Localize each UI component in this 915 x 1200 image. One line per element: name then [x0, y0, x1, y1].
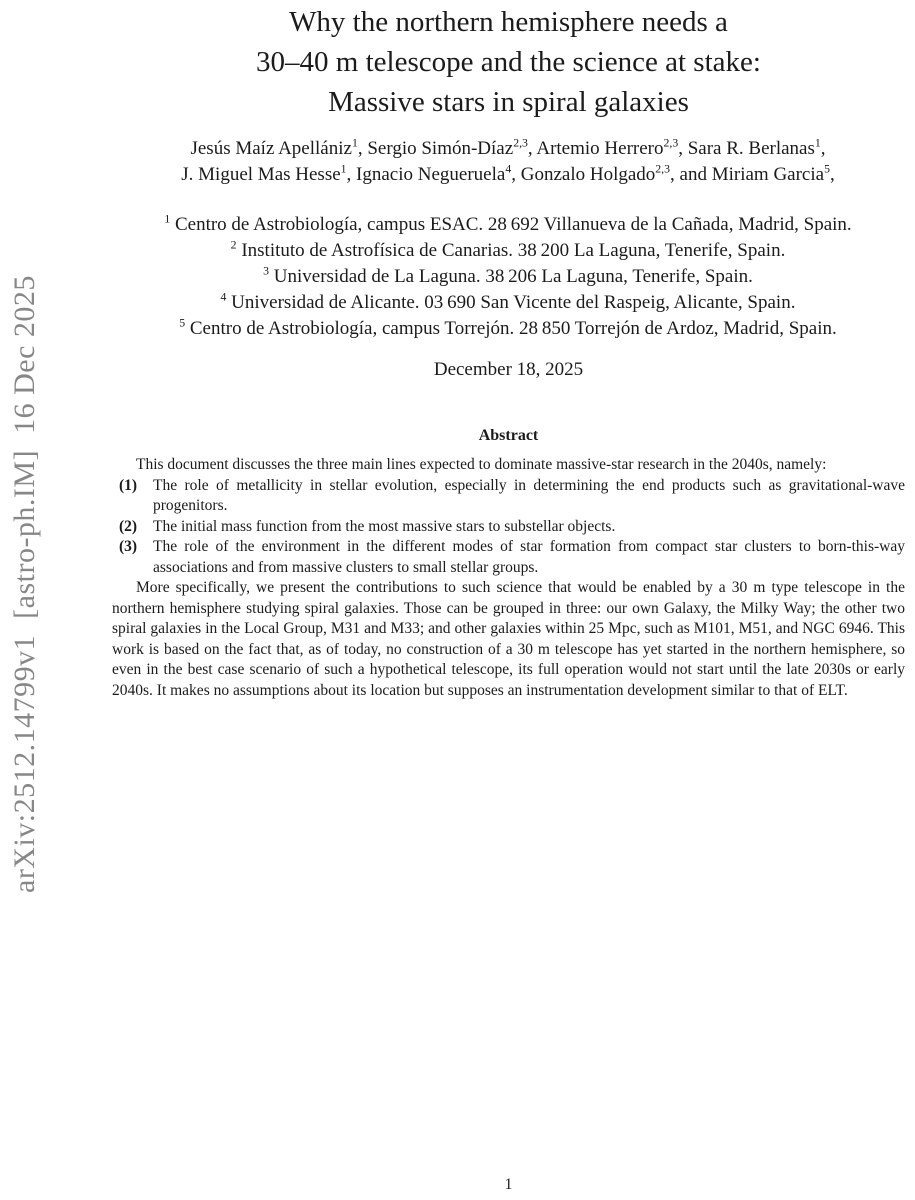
- affiliation-5: [98, 316, 915, 342]
- abstract-list-item-3: [112, 537, 905, 578]
- abstract-body: [112, 455, 905, 701]
- affiliation-number: 5: [179, 316, 186, 330]
- affiliation-number: 2: [230, 238, 237, 252]
- author-name: Sara R. Berlanas$^1$,: [687, 136, 826, 159]
- title-line-1: Why the northern hemisphere needs a: [289, 6, 728, 38]
- affiliation-number: 1: [164, 212, 171, 226]
- abstract-outro: More specifically, we present the contributions to such science that would be enabled by a 30 m type telescope in the northern hemisphere studying spiral galaxies. Those can be grouped in three: our own Galaxy, the Milky Way; the other two spiral galaxies in the Local Group, M31 and M33; and other galaxies within 25 Mpc, such as M101, M51, and NGC 6946. This work is based on the fact that, as of today, no construction of a 30 m telescope has yet started in the northern hemisphere, so even in the best case scenario of such a hypothetical telescope, its full operation would not start until the late 2030s or early 2040s. It makes no assumptions about its location but supposes an instrumentation development similar to that of ELT.: [112, 579, 905, 699]
- paper-title: [112, 2, 905, 122]
- affiliation-superscript: 1: [351, 136, 358, 150]
- affiliation-4: [98, 290, 915, 316]
- affiliation-superscript: 2,3: [655, 162, 671, 176]
- author-list: [98, 136, 915, 188]
- author-name: Gonzalo Holgado$^{2,3}$, and: [520, 162, 712, 185]
- list-item-text: The role of metallicity in stellar evolution, especially in determining the end products such as gravitational-wave progenitors.: [153, 476, 905, 514]
- author-name: J. Miguel Mas Hesse$^1$,: [181, 162, 357, 185]
- affiliation-text: Instituto de Astrofísica de Canarias. 38 200 La Laguna, Tenerife, Spain.: [241, 240, 786, 261]
- affiliation-text: Centro de Astrobiología, campus ESAC. 28 692 Villanueva de la Cañada, Madrid, Spain.: [174, 214, 852, 235]
- affiliation-superscript: 2,3: [663, 136, 679, 150]
- list-item-number: (2): [119, 517, 138, 535]
- arxiv-watermark: arXiv:2512.14799v1 [astro-ph.IM] 16 Dec 2025: [8, 275, 41, 893]
- affiliation-superscript: 2,3: [513, 136, 528, 150]
- author-name: Miriam Garcia$^5$,: [711, 162, 835, 185]
- affiliation-text: Centro de Astrobiología, campus Torrejón. 28 850 Torrejón de Ardoz, Madrid, Spain.: [189, 318, 837, 339]
- author-name: Sergio Simón-Díaz$^{2,3}$,: [367, 136, 537, 159]
- affiliation-superscript: 5: [824, 162, 830, 176]
- abstract-list-item-1: [112, 476, 905, 517]
- list-item-text: The role of the environment in the different modes of star formation from compact star clusters to born-this-way associations and from massive clusters to small stellar groups.: [153, 538, 905, 576]
- affiliation-text: Universidad de La Laguna. 38 206 La Laguna, Tenerife, Spain.: [273, 266, 753, 287]
- title-line-3: Massive stars in spiral galaxies: [328, 86, 689, 118]
- affiliation-superscript: 1: [814, 136, 821, 150]
- title-line-2: 30–40 m telescope and the science at stake:: [256, 46, 761, 78]
- list-item-text: The initial mass function from the most massive stars to substellar objects.: [153, 517, 616, 535]
- affiliation-superscript: 1: [340, 162, 347, 176]
- affiliation-list: [98, 212, 915, 342]
- paper-content: [112, 0, 905, 1200]
- affiliation-number: 3: [263, 264, 270, 278]
- affiliation-1: [98, 212, 915, 238]
- affiliation-2: [98, 238, 915, 264]
- page-number: 1: [504, 1176, 513, 1193]
- affiliation-superscript: 4: [505, 162, 512, 176]
- abstract-heading: Abstract: [478, 427, 539, 444]
- affiliation-3: [98, 264, 915, 290]
- author-name: Ignacio Negueruela$^4$,: [356, 162, 521, 185]
- abstract-intro: This document discusses the three main lines expected to dominate massive-star research in the 2040s, namely:: [136, 456, 827, 473]
- authors-line-2: [98, 162, 915, 188]
- list-item-number: (3): [119, 538, 138, 555]
- author-name: Artemio Herrero$^{2,3}$,: [536, 136, 688, 159]
- authors-line-1: [98, 136, 915, 162]
- abstract-list-item-2: [112, 517, 905, 538]
- paper-date: December 18, 2025: [433, 359, 584, 380]
- affiliation-text: Universidad de Alicante. 03 690 San Vicente del Raspeig, Alicante, Spain.: [231, 292, 796, 313]
- list-item-number: (1): [119, 476, 138, 494]
- affiliation-number: 4: [220, 290, 227, 304]
- author-name: Jesús Maíz Apellániz$^1$,: [190, 136, 368, 159]
